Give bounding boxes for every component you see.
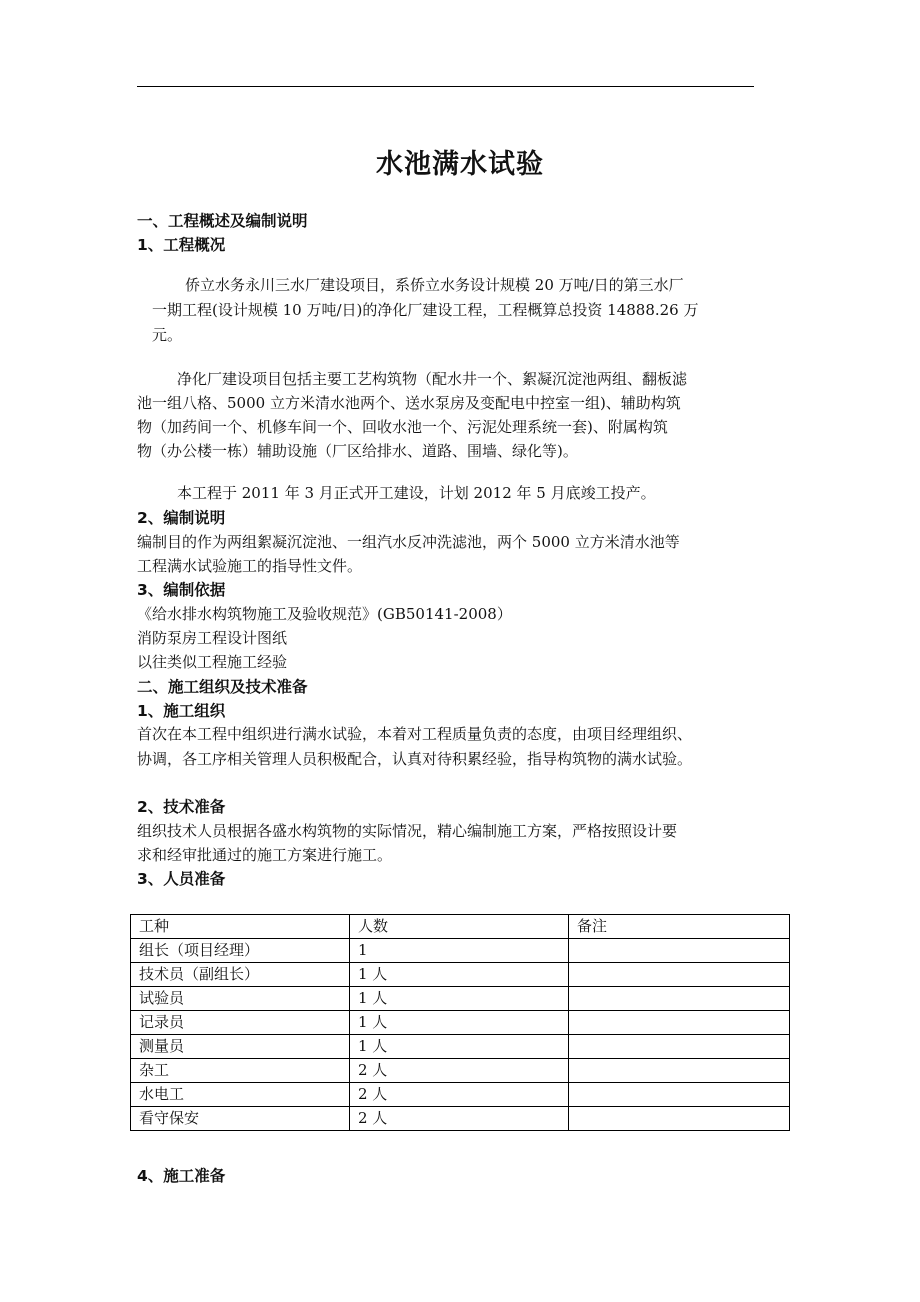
paragraph-line: 侨立水务永川三水厂建设项目，系侨立水务设计规模 20 万吨/日的第三水厂 bbox=[185, 276, 684, 294]
table-cell bbox=[569, 1011, 790, 1035]
table-cell: 1 人 bbox=[350, 1011, 569, 1035]
paragraph-line: 编制目的作为两组絮凝沉淀池、一组汽水反冲洗滤池，两个 5000 立方米清水池等 bbox=[137, 533, 680, 551]
paragraph-line: 协调，各工序相关管理人员积极配合，认真对待积累经验，指导构筑物的满水试验。 bbox=[137, 750, 693, 768]
table-cell: 1 人 bbox=[350, 1035, 569, 1059]
table-cell bbox=[569, 987, 790, 1011]
table-cell: 试验员 bbox=[131, 987, 350, 1011]
basis-item: 消防泵房工程设计图纸 bbox=[137, 629, 288, 647]
table-cell: 技术员（副组长） bbox=[131, 963, 350, 987]
table-cell bbox=[569, 939, 790, 963]
paragraph-line: 本工程于 2011 年 3 月正式开工建设，计划 2012 年 5 月底竣工投产。 bbox=[177, 484, 656, 502]
table-row bbox=[131, 987, 790, 1011]
basis-item: 《给水排水构筑物施工及验收规范》(GB50141-2008） bbox=[137, 605, 512, 623]
paragraph-line: 首次在本工程中组织进行满水试验，本着对工程质量负责的态度，由项目经理组织、 bbox=[137, 725, 693, 743]
paragraph-line: 净化厂建设项目包括主要工艺构筑物（配水井一个、絮凝沉淀池两组、翻板滤 bbox=[177, 370, 688, 388]
basis-item: 以往类似工程施工经验 bbox=[137, 653, 288, 671]
paragraph-line: 求和经审批通过的施工方案进行施工。 bbox=[137, 846, 393, 864]
section-heading-organization: 二、施工组织及技术准备 bbox=[137, 678, 308, 696]
subheading-tech-prep: 2、技术准备 bbox=[137, 798, 226, 816]
section-heading-overview: 一、工程概述及编制说明 bbox=[137, 212, 308, 230]
table-cell bbox=[569, 963, 790, 987]
table-cell: 2 人 bbox=[350, 1083, 569, 1107]
table-cell bbox=[569, 1035, 790, 1059]
table-row bbox=[131, 939, 790, 963]
subheading-construction-prep: 4、施工准备 bbox=[137, 1167, 226, 1185]
paragraph-line: 工程满水试验施工的指导性文件。 bbox=[137, 557, 363, 575]
table-cell: 2 人 bbox=[350, 1059, 569, 1083]
table-cell: 1 人 bbox=[350, 963, 569, 987]
table-cell bbox=[569, 1107, 790, 1131]
table-row bbox=[131, 1107, 790, 1131]
table-cell bbox=[569, 1083, 790, 1107]
table-header-row bbox=[131, 915, 790, 939]
subheading-construction-org: 1、施工组织 bbox=[137, 702, 226, 720]
table-row bbox=[131, 1035, 790, 1059]
paragraph-line: 组织技术人员根据各盛水构筑物的实际情况，精心编制施工方案，严格按照设计要 bbox=[137, 822, 678, 840]
table-row bbox=[131, 1083, 790, 1107]
paragraph-line: 一期工程(设计规模 10 万吨/日)的净化厂建设工程，工程概算总投资 14888.26 万 bbox=[152, 301, 699, 319]
table-header-cell: 备注 bbox=[569, 915, 790, 939]
table-cell: 看守保安 bbox=[131, 1107, 350, 1131]
table-cell: 记录员 bbox=[131, 1011, 350, 1035]
table-cell: 测量员 bbox=[131, 1035, 350, 1059]
subheading-project-overview: 1、工程概况 bbox=[137, 236, 226, 254]
table-cell bbox=[569, 1059, 790, 1083]
table-row bbox=[131, 1011, 790, 1035]
table-cell: 组长（项目经理） bbox=[131, 939, 350, 963]
paragraph-line: 物（加药间一个、机修车间一个、回收水池一个、污泥处理系统一套)、附属构筑 bbox=[137, 418, 668, 436]
table-cell: 1 人 bbox=[350, 987, 569, 1011]
table-row bbox=[131, 1059, 790, 1083]
paragraph-line: 元。 bbox=[152, 326, 183, 344]
table-row bbox=[131, 963, 790, 987]
table-cell: 水电工 bbox=[131, 1083, 350, 1107]
document-title: 水池满水试验 bbox=[376, 149, 544, 180]
staff-table bbox=[130, 914, 790, 1131]
subheading-staff-prep: 3、人员准备 bbox=[137, 870, 226, 888]
paragraph-line: 池一组八格、5000 立方米清水池两个、送水泵房及变配电中控室一组)、辅助构筑 bbox=[137, 394, 681, 412]
table-header-cell: 人数 bbox=[350, 915, 569, 939]
paragraph-line: 物（办公楼一栋）辅助设施（厂区给排水、道路、围墙、绿化等)。 bbox=[137, 442, 578, 460]
subheading-compile-basis: 3、编制依据 bbox=[137, 581, 226, 599]
table-cell: 2 人 bbox=[350, 1107, 569, 1131]
header-rule bbox=[137, 86, 754, 87]
subheading-compile-notes: 2、编制说明 bbox=[137, 509, 226, 527]
table-cell: 杂工 bbox=[131, 1059, 350, 1083]
table-header-cell: 工种 bbox=[131, 915, 350, 939]
table-cell: 1 bbox=[350, 939, 569, 963]
